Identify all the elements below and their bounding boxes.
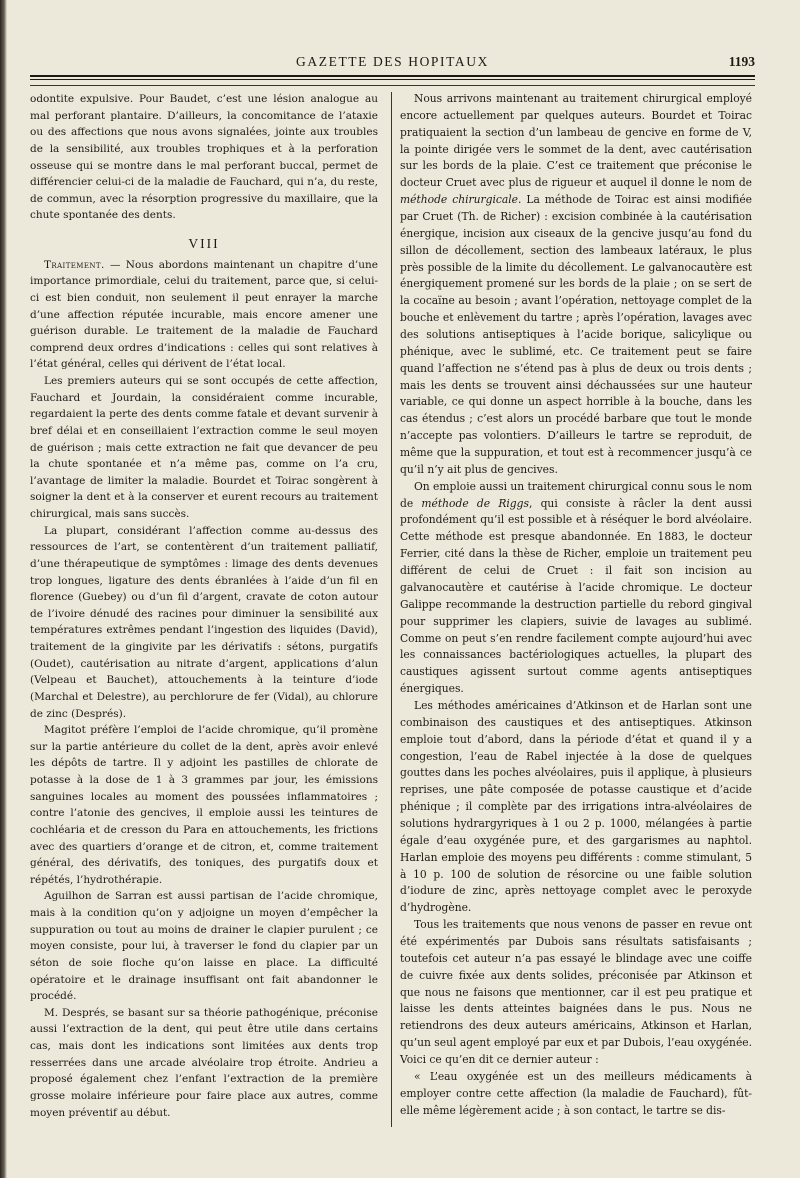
paragraph-dubois: Tous les traitements que nous venons de passer en revue ont été expérimentés par Dubois sans résultats satisfaisants ; toutefois cet auteur n’a pas essayé le blindage avec une coiffe de cuivre fixée aux dents solides, préconisée par Atkinson et que nous ne faisons que mentionner, car il est peu pratique et laisse les dents atteintes baignées dans le pus. Nous ne retiendrons des deux auteurs américains, Atkinson et Harlan, qu’un seul agent employé par eux et par Dubois, l’eau oxygénée. Voici ce qu’en dit ce dernier auteur :: [400, 918, 752, 1066]
header-rule-double: [30, 85, 755, 86]
section-heading-viii: VIII: [188, 236, 220, 251]
page-binding-edge: [0, 0, 7, 1178]
paragraph-quotation: « L’eau oxygénée est un des meilleurs médicaments à employer contre cette affection (la maladie de Fauchard), fût-elle même légèrement acide ; à son contact, le tartre se dis-: [400, 1069, 752, 1117]
text-segment: Nous arrivons maintenant au traitement chirurgical employé encore actuellement par quelques auteurs. Bourdet et Toirac pratiquaient la section d’un lambeau de gencive en forme de V, la pointe dirigée vers le sommet de la dent, avec cautérisation sur les bords de la plaie. C’est ce traitement que préconise le docteur Cruet avec plus de rigueur et auquel il donne le nom de: [400, 92, 752, 190]
journal-title: GAZETTE DES HOPITAUX: [296, 54, 489, 69]
column-divider: [391, 92, 392, 1127]
paragraph-methode-riggs: [400, 479, 752, 698]
traitement-label: Traitement.: [44, 258, 105, 271]
paragraph-traitement: [30, 257, 378, 373]
methode-chirurgicale-italic: méthode chirurgicale: [400, 193, 518, 207]
paragraph-despres: M. Després, se basant sur sa théorie pathogénique, préconise aussi l’extraction de la dent, qui peut être utile dans certains cas, mais dont les indications sont limitées aux dents trop resserrées dans une arcade alvéolaire trop étroite. Andrieu a proposé également chez l’enfant l’extraction de la première grosse molaire inférieure pour faire place aux autres, comme moyen préventif au début.: [30, 1006, 378, 1119]
methode-riggs-italic: méthode de Riggs: [421, 496, 529, 510]
paragraph-odontite: odontite expulsive. Pour Baudet, c’est une lésion analogue au mal perforant plantaire. D’ailleurs, la concomitance de l’ataxie ou des affections que nous avons signalées, jointe aux troubles de la sensibilité, aux troubles trophiques et à la perforation osseuse qui se montre dans le mal perforant buccal, permet de différencier celui-ci de la maladie de Fauchard, qui n’a, du reste, de commun, avec la résorption progressive du maxillaire, que la chute spontanée des dents.: [30, 93, 378, 222]
text-segment: On emploie aussi un traitement chirurgical connu sous le nom de: [400, 479, 752, 510]
page-header: [30, 52, 755, 74]
paragraph-aguilhon: Aguilhon de Sarran est aussi partisan de l’acide chromique, mais à la condition qu’on y adjoigne un moyen d’empêcher la suppuration ou tout au moins de drainer le clapier purulent ; ce moyen consiste, pour lui, à traverser le fond du clapier par un séton de soie floche qu’on laisse en place. La difficulté opératoire et le drainage insuffisant ont fait abandonner le procédé.: [30, 890, 378, 1003]
header-rule-thick: [30, 75, 755, 77]
page-number: 1193: [728, 54, 755, 69]
paragraph-magitot: Magitot préfère l’emploi de l’acide chromique, qu’il promène sur la partie antérieure du collet de la dent, après avoir enlevé les dépôts de tartre. Il y adjoint les pastilles de chlorate de potasse à la dose de 1 à 3 grammes par jour, les émissions sanguines locales au moment des poussées inflammatoires ; contre l’atonie des gencives, il emploie aussi les teintures de cochléaria et de cresson du Para en attouchements, les frictions avec des quartiers d’orange et de citron, et, comme traitement général, des dérivatifs, des toniques, des purgatifs doux et répétés, l’hydrothérapie.: [30, 724, 378, 886]
paragraph-traitement-chirurgical: [400, 91, 752, 479]
left-column: [30, 91, 378, 1121]
paragraph-methodes-americaines: Les méthodes américaines d’Atkinson et de Harlan sont une combinaison des caustiques et des antiseptiques. Atkinson emploie tout d’abord, dans la période d’état et quand il y a congestion, l’eau de Rabel injectée à la dose de quelques gouttes dans les poches alvéolaires, puis il applique, à plusieurs reprises, une pâte composée de potasse caustique et d’acide phénique ; il complète par des irrigations intra-alvéolaires de solutions hydrargyriques à 1 ou 2 p. 1000, mélangées à partie égale d’eau oxygénée pure, et des gargarismes au naphtol. Harlan emploie des moyens peu différents : comme stimulant, 5 à 10 p. 100 de solution de résorcine ou une faible solution d’iodure de zinc, après nettoyage complet avec le peroxyde d’hydrogène.: [400, 698, 752, 915]
traitement-text: — Nous abordons maintenant un chapitre d’une importance primordiale, celui du traitement, parce que, si celui-ci est bien conduit, non seulement il peut enrayer la marche d’une affection réputée incurable, mais encore amener une guérison durable. Le traitement de la maladie de Fauchard comprend deux ordres d’indications : celles qui sont relatives à l’état général, celles qui dérivent de l’état local.: [30, 258, 378, 371]
right-column: [400, 91, 752, 1119]
paragraph-premiers-auteurs: Les premiers auteurs qui se sont occupés de cette affection, Fauchard et Jourdain, la considéraient comme incurable, regardaient la perte des dents comme fatale et devant survenir à bref délai et en conseillaient l’extraction comme le seul moyen de guérison ; mais cette extraction ne fait que devancer de peu la chute spontanée et n’a même pas, comme on l’a cru, l’avantage de limiter la maladie. Bourdet et Toirac songèrent à soigner la dent et à la conserver et eurent recours au traitement chirurgical, mais sans succès.: [30, 375, 378, 520]
text-segment: , qui consiste à râcler la dent aussi profondément qu’il est possible et à réséquer le bord alvéolaire. Cette méthode est presque abandonnée. En 1883, le docteur Ferrier, cité dans la thèse de Richer, emploie un traitement peu différent de celui de Cruet : il fait son incision au galvanocautère et cautérise à l’acide chromique. Le docteur Galippe recommande la destruction partielle du rebord gingival pour supprimer les clapiers, suivie de lavages au sublimé. Comme on peut s’en rendre facilement compte aujourd’hui avec les connaissances bactériologiques actuelles, la plupart des caustiques agissent surtout comme agents antiseptiques énergiques.: [400, 496, 752, 696]
paragraph-la-plupart: La plupart, considérant l’affection comme au-dessus des ressources de l’art, se contentèrent d’un traitement palliatif, d’une thérapeutique de symptômes : limage des dents devenues trop longues, ligature des dents ébranlées à l’aide d’un fil en florence (Guebey) ou d’un fil d’argent, cravate de coton autour de l’ivoire dénudé des racines pour diminuer la sensibilité aux températures extrêmes pendant l’ingestion des liquides (David), traitement de la gingivite par les dérivatifs : sétons, purgatifs (Oudet), cautérisation au nitrate d’argent, applications d’alun (Velpeau et Bauchet), attouchements à la teinture d’iode (Marchal et Delestre), au perchlorure de fer (Vidal), au chlorure de zinc (Després).: [30, 524, 378, 720]
header-rule-thin: [30, 79, 755, 80]
text-segment: . La méthode de Toirac est ainsi modifiée par Cruet (Th. de Richer) : excision combinée à la cautérisation énergique, incision aux ciseaux de la gencive jusqu’au fond du sillon de décollement, section des lambeaux latéraux, le plus près possible de la limite du décollement. Le galvanocautère est énergiquement promené sur les bords de la plaie ; on se sert de la cocaïne au besoin ; avant l’opération, nettoyage complet de la bouche et enlèvement du tartre ; après l’opération, lavages avec des solutions antiseptiques à l’acide borique, salicylique ou phénique, avec le sublimé, etc. Ce traitement peut se faire quand l’affection ne s’étend pas à plus de deux ou trois dents ; mais les dents se trouvent ainsi déchaussées sur une hauteur variable, ce qui donne un aspect horrible à la bouche, dans les cas étendus ; c’est alors un procédé barbare que tout le monde n’accepte pas volontiers. D’ailleurs le tartre se reproduit, de même que la suppuration, et tout est à recommencer jusqu’à ce qu’il n’y ait plus de gencives.: [400, 193, 752, 476]
